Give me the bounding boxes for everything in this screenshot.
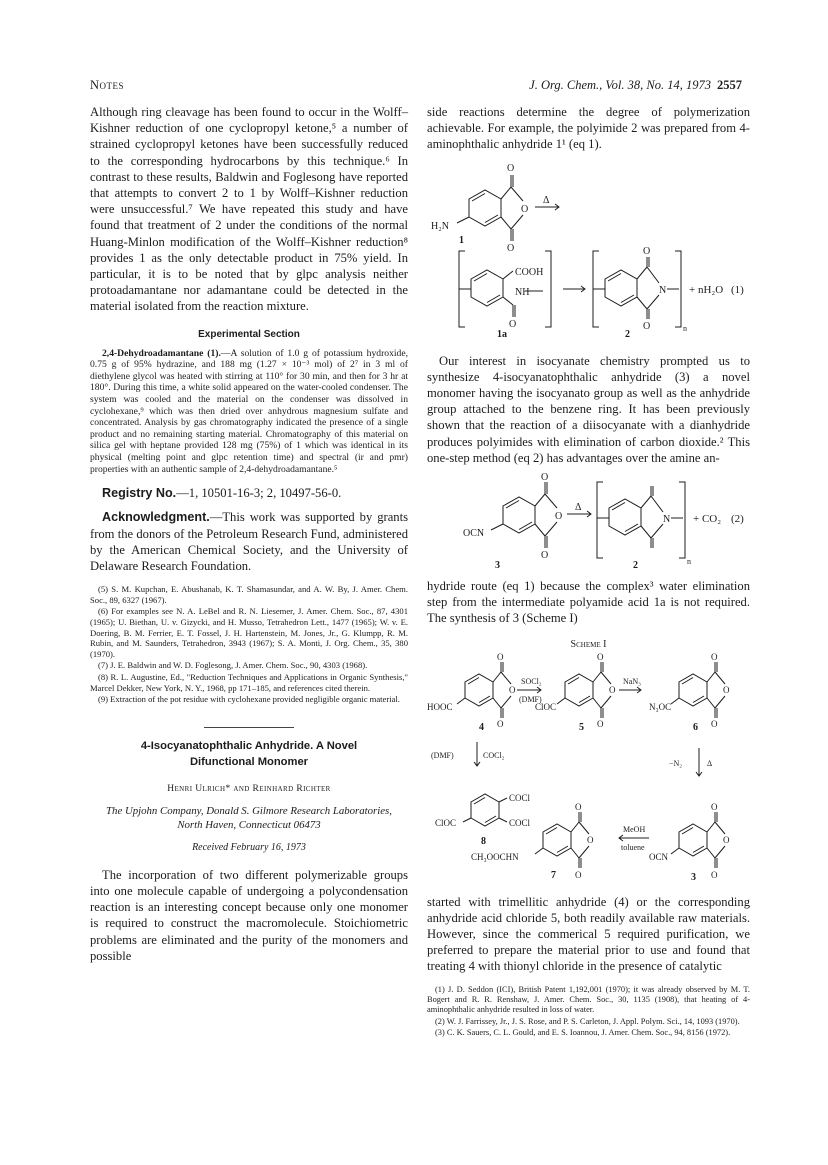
s-compound-6: 6 bbox=[693, 721, 698, 733]
eq2-oxygen-bottom: O bbox=[541, 550, 549, 562]
eq2-ocn-label: OCN bbox=[463, 528, 485, 540]
eq1-oxygen-2-top: O bbox=[643, 245, 651, 257]
s4-hooc: HOOC bbox=[427, 701, 453, 712]
received-date: Received February 16, 1973 bbox=[192, 841, 306, 853]
s5-oxygen-bottom: O bbox=[597, 718, 604, 729]
s5-oxygen-ring: O bbox=[609, 684, 616, 695]
eq1-cooh: COOH bbox=[515, 266, 544, 278]
running-head-section: Notes bbox=[90, 78, 125, 92]
s4-oxygen-top: O bbox=[497, 651, 504, 662]
s7-oxygen-ring: O bbox=[587, 834, 594, 845]
s4-oxygen-bottom: O bbox=[497, 718, 504, 729]
s-nan3: NaN₃ bbox=[623, 676, 641, 686]
title-line-2: Difunctional Monomer bbox=[189, 755, 309, 768]
acknowledgment-text: —This work was supported by grants from the donors of the Petroleum Research Fund, administered by the American Chemical Society, and the University of Delaware Research Foundation. bbox=[90, 510, 408, 573]
s-compound-3: 3 bbox=[691, 871, 696, 882]
intro-paragraph: The incorporation of two different polymerizable groups into one molecule capable of undergoing a polycondensation reaction is an interesting concept because only one monomer is required to construct the macromolecule. Stoichiometric problems are eliminated and the purity of the monomers and possible bbox=[90, 867, 408, 963]
registry-label: Registry No. bbox=[102, 486, 177, 501]
s-delta: Δ bbox=[707, 758, 713, 768]
footnote-2: (2) W. J. Farrissey, Jr., J. S. Rose, and P. S. Carleton, J. Appl. Polym. Sci., 14, 1093 (1970). bbox=[435, 1016, 740, 1026]
eq1-oxygen-2-bottom: O bbox=[643, 320, 651, 332]
eq1-delta: Δ bbox=[543, 194, 550, 206]
s3-oxygen-ring: O bbox=[723, 834, 730, 845]
section-heading-experimental: Experimental Section bbox=[198, 328, 300, 340]
eq1-compound-1: 1 bbox=[459, 234, 464, 246]
s-socl2: SOCl₂ bbox=[521, 676, 542, 686]
s-toluene: toluene bbox=[621, 842, 645, 852]
s-cocl2: COCl₂ bbox=[483, 750, 505, 760]
equation-1-figure bbox=[427, 159, 750, 337]
compound-heading: 2,4-Dehydroadamantane (1). bbox=[102, 347, 221, 359]
footnote-1: (1) J. D. Seddon (ICI), British Patent 1,192,001 (1970); it was already observed by M. T. Bogert and R. R. Renshaw, J. Amer. Chem. Soc., 30, 1135 (1908), that heating of 4-aminophthalic anhydride resulted in loss of water. bbox=[427, 984, 750, 1015]
s6-n3oc: N₃OC bbox=[649, 701, 672, 712]
s4-oxygen-ring: O bbox=[509, 684, 516, 695]
eq1-oxygen-bottom: O bbox=[507, 242, 515, 254]
s-compound-5: 5 bbox=[579, 721, 584, 733]
paragraph-amine-route: hydride route (eq 1) because the complex³ water elimination step from the intermediate polyamide acid 1a is not required. The synthesis of 3 (Scheme I) bbox=[427, 579, 750, 626]
s-meoh: MeOH bbox=[623, 824, 646, 834]
acknowledgment-label: Acknowledgment. bbox=[102, 510, 210, 525]
experimental-paragraph bbox=[90, 348, 408, 476]
eq2-subscript-n: n bbox=[687, 557, 691, 567]
footnote-9: (9) Extraction of the pot residue with cyclohexane provided negligible organic material. bbox=[98, 694, 400, 705]
footnote-5: (5) S. M. Kupchan, E. Abushanab, K. T. Shamasundar, and A. W. By, J. Amer. Chem. Soc., 89, 6327 (1967). bbox=[90, 584, 408, 605]
eq2-co2: + CO₂ bbox=[693, 513, 722, 526]
s6-oxygen-bottom: O bbox=[711, 718, 718, 729]
paragraph-isocyanate: Our interest in isocyanate chemistry prompted us to synthesize 4-isocyanatophthalic anhydride (3) a novel monomer having the isocyanato group as well as the anhydride group attached to the benzene ring. It has been previously shown that the reaction of a diisocyanate with a dianhydride produces polyimides with elimination of carbon dioxide.² This one-step method (eq 2) has advantages over the amine an- bbox=[427, 353, 750, 465]
s7-oxygen-top: O bbox=[575, 801, 582, 812]
left-column bbox=[90, 104, 408, 964]
s6-oxygen-top: O bbox=[711, 651, 718, 662]
benzene-ring-1 bbox=[469, 190, 501, 226]
eq1-number: (1) bbox=[731, 283, 744, 296]
paragraph-synthesis: started with trimellitic anhydride (4) or the corresponding anhydride acid chloride 5, both readily available raw materials. However, since the commerical 5 required purification, we preferred to prepare the material prior to use and found that treating 4 with thionyl chloride in the presence of catalytic bbox=[427, 894, 750, 974]
footnotes-right bbox=[427, 985, 750, 1039]
acknowledgment bbox=[90, 509, 408, 574]
equation-2-figure bbox=[427, 472, 750, 570]
right-column bbox=[427, 104, 750, 1040]
s-compound-8: 8 bbox=[481, 835, 486, 847]
affiliation-line-1: The Upjohn Company, Donald S. Gilmore Research Laboratories, bbox=[106, 804, 392, 817]
eq2-oxygen-top: O bbox=[541, 472, 549, 484]
scheme-title: Scheme I bbox=[570, 638, 607, 650]
eq1-water: + nH₂O bbox=[689, 283, 724, 296]
paragraph-polyimide: side reactions determine the degree of polymerization achievable. For example, the polyimide 2 was prepared from 4-aminophthalic anhydride 1¹ (eq 1). bbox=[427, 105, 750, 152]
eq2-delta: Δ bbox=[575, 502, 582, 514]
eq1-oxygen-top: O bbox=[507, 162, 515, 174]
eq2-number: (2) bbox=[731, 513, 744, 526]
s-dmf-2: (DMF) bbox=[431, 750, 454, 760]
s3-oxygen-bottom: O bbox=[711, 869, 718, 880]
article-divider bbox=[204, 727, 294, 728]
eq1-compound-1a: 1a bbox=[497, 328, 507, 337]
affiliation-line-2: North Haven, Connecticut 06473 bbox=[177, 818, 321, 831]
eq1-n-label: N bbox=[659, 284, 667, 296]
eq1-oxygen-ring: O bbox=[521, 203, 529, 215]
affiliation bbox=[90, 804, 408, 832]
eq2-oxygen-ring: O bbox=[555, 511, 563, 523]
s6-oxygen-ring: O bbox=[723, 684, 730, 695]
paragraph-wolff-kishner: Although ring cleavage has been found to occur in the Wolff–Kishner reduction of one cyclopropyl ketone,⁵ a number of strained cyclopropyl ketones have been successfully reduced to the corresponding hydrocarbons by this technique.⁶ In contrast to these results, Baldwin and Foglesong have reported that attempts to convert 2 to 1 by Wolff–Kishner reduction were unsuccessful.⁷ We have repeated this study and have found that treatment of 2 under the conditions of the normal Huang-Minlon modification of the Wolff–Kishner reduction⁸ provides 1 as the only detectable product in 75% yield. In particular, it is to be noted that by glpc analysis neither protoadamantane nor adamantane could be detected in the material isolated from the reaction mixture. bbox=[90, 105, 408, 314]
s8-cloc: ClOC bbox=[435, 817, 457, 828]
footnote-7: (7) J. E. Baldwin and W. D. Foglesong, J. Amer. Chem. Soc., 90, 4303 (1968). bbox=[98, 660, 368, 671]
footnotes-left bbox=[90, 584, 408, 705]
s3-oxygen-top: O bbox=[711, 801, 718, 812]
s-compound-4: 4 bbox=[479, 721, 484, 733]
eq1-nh: NH bbox=[515, 286, 530, 298]
s8-cocl-top: COCl bbox=[509, 792, 531, 803]
experimental-text: —A solution of 1.0 g of potassium hydroxide, 0.75 g of 95% hydrazine, and 188 mg (1.27 × 10⁻³ mol) of 2⁷ in 3 ml of diethylene glycol was heated with stirring at 110° for 30 min, and then for 3 hr at 180°. During this time, a white solid appeared on the water-cooled condenser. The system was cooled and the material on the condenser was dissolved in cyclohexane,⁹ which was then dried over anhydrous magnesium sulfate and concentrated. Analysis by gas chromatography indicated the presence of a single product and no remaining starting material. Chromatography of this material on silica gel with heptane provided 128 mg (75%) of 1 which was identical in its physical (melting point and glpc retention time) and spectral (ir and pmr) properties with an authentic sample of 2,4-dehydroadamantane.⁵ bbox=[90, 347, 408, 475]
eq2-compound-2: 2 bbox=[633, 560, 638, 571]
s5-cloc: ClOC bbox=[535, 701, 557, 712]
eq1-oxygen-1a: O bbox=[509, 318, 517, 330]
article-authors: Henri Ulrich* and Reinhard Richter bbox=[167, 783, 331, 794]
eq2-compound-3: 3 bbox=[495, 560, 500, 571]
s-compound-7: 7 bbox=[551, 869, 556, 881]
s3-ocn: OCN bbox=[649, 851, 669, 862]
page-number: 2557 bbox=[717, 78, 742, 92]
running-head-journal bbox=[529, 78, 742, 93]
footnote-6: (6) For examples see N. A. LeBel and R. N. Liesemer, J. Amer. Chem. Soc., 87, 4301 (1965); U. Biethan, U. v. Gizycki, and H. Musso, Tetrahedron Lett., 1477 (1965); W. v. E. Doering, B. M. Ferrier, E. T. Fossel, J. H. Hartenstein, M. Jones, Jr., G. Klumpp, R. M. Rubin, and M. Saunders, Tetrahedron, 3943 (1967); S. A. Monti, J. Org. Chem., 35, 380 (1970). bbox=[90, 606, 408, 659]
s-dmf: (DMF) bbox=[519, 694, 542, 704]
title-line-1: 4-Isocyanatophthalic Anhydride. A Novel bbox=[140, 739, 358, 752]
scheme-1-figure bbox=[427, 652, 750, 882]
s5-oxygen-top: O bbox=[597, 651, 604, 662]
journal-citation: J. Org. Chem., Vol. 38, No. 14, 1973 bbox=[529, 78, 711, 92]
s7-carbamate: CH₃OOCHN bbox=[471, 851, 519, 862]
s7-oxygen-bottom: O bbox=[575, 869, 582, 880]
footnote-3: (3) C. K. Sauers, C. L. Gould, and E. S. Ioannou, J. Amer. Chem. Soc., 94, 8156 (1972). bbox=[435, 1028, 731, 1038]
registry-text: —1, 10501-16-3; 2, 10497-56-0. bbox=[176, 486, 342, 501]
article-title bbox=[90, 738, 408, 770]
eq1-h2n-label: H₂N bbox=[431, 220, 449, 232]
footnote-8: (8) R. L. Augustine, Ed., "Reduction Techniques and Applications in Organic Synthesis," Marcel Dekker, New York, N. Y., 1968, pp 171–185, and references cited therein. bbox=[90, 671, 408, 693]
eq1-subscript-n: n bbox=[683, 323, 687, 333]
eq2-n-label: N bbox=[663, 514, 671, 526]
s8-cocl-bottom: COCl bbox=[509, 817, 531, 828]
s-n2: −N₂ bbox=[669, 758, 683, 768]
eq1-compound-2: 2 bbox=[625, 328, 630, 337]
registry-numbers bbox=[90, 485, 408, 501]
